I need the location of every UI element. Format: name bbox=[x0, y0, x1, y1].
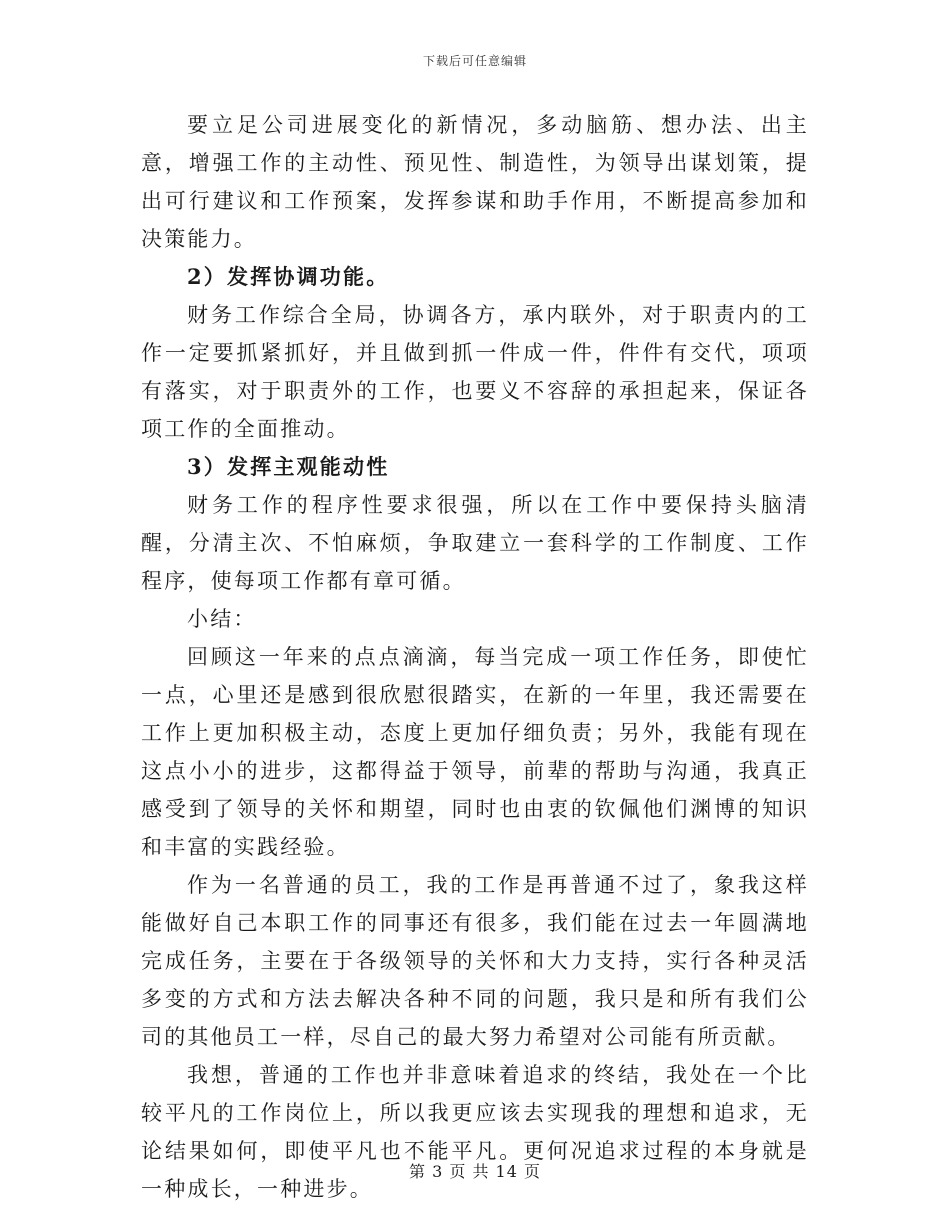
paragraph-initiative: 财务工作的程序性要求很强，所以在工作中要保持头脑清醒，分清主次、不怕麻烦，争取建立一套科学的工作制度、工作程序，使每项工作都有章可循。 bbox=[141, 493, 809, 593]
page-number: 第 3 页 共 14 页 bbox=[409, 1162, 541, 1181]
summary-label: 小结： bbox=[187, 607, 257, 631]
paragraph-decision-support: 要立足公司进展变化的新情况，多动脑筋、想办法、出主意，增强工作的主动性、预见性、制造性，为领导出谋划策，提出可行建议和工作预案，发挥参谋和助手作用，不断提高参加和决策能力。 bbox=[141, 113, 809, 251]
page-header: 下载后可任意编辑 bbox=[422, 54, 527, 68]
paragraph-summary-review: 回顾这一年来的点点滴滴，每当完成一项工作任务，即使忙一点，心里还是感到很欣慰很踏实，在新的一年里，我还需要在工作上更加积极主动，态度上更加仔细负责；另外，我能有现在这点小小的进步，这都得益于领导，前辈的帮助与沟通，我真正感受到了领导的关怀和期望，同时也由衷的钦佩他们渊博的知识和丰富的实践经验。 bbox=[141, 645, 809, 859]
section-heading-initiative: 3）发挥主观能动性 bbox=[187, 454, 390, 479]
document-body bbox=[141, 106, 809, 1208]
paragraph-summary-ordinary-employee: 作为一名普通的员工，我的工作是再普通不过了，象我这样能做好自己本职工作的同事还有很多，我们能在过去一年圆满地完成任务，主要在于各级领导的关怀和大力支持，实行各种灵活多变的方式和方法去解决各种不同的问题，我只是和所有我们公司的其他员工一样，尽自己的最大努力希望对公司能有所贡献。 bbox=[141, 873, 809, 1049]
paragraph-coordination: 财务工作综合全局，协调各方，承内联外，对于职责内的工作一定要抓紧抓好，并且做到抓一件成一件，件件有交代，项项有落实，对于职责外的工作，也要义不容辞的承担起来，保证各项工作的全面推动。 bbox=[141, 303, 809, 441]
paragraph-summary-pursuit: 我想，普通的工作也并非意味着追求的终结，我处在一个比较平凡的工作岗位上，所以我更应该去实现我的理想和追求，无论结果如何，即使平凡也不能平凡。更何况追求过程的本身就是一种成长，一种进步。 bbox=[141, 1063, 809, 1201]
section-heading-coordination: 2）发挥协调功能。 bbox=[187, 264, 390, 289]
